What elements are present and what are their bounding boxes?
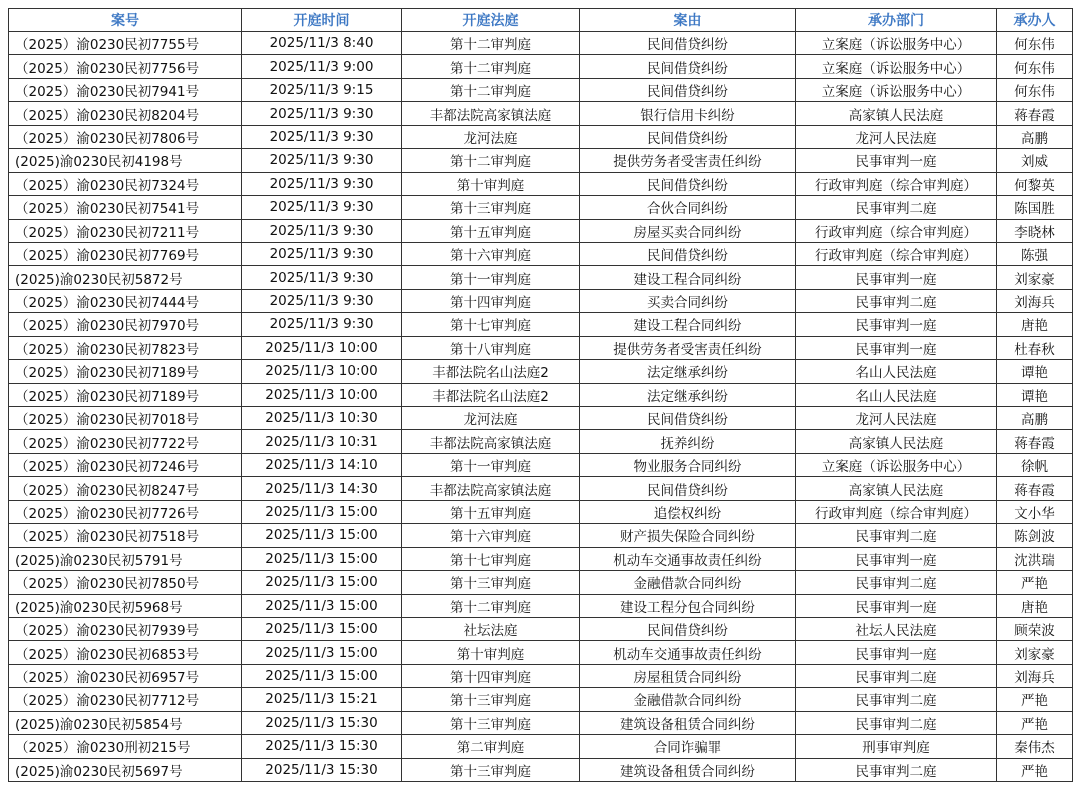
judge-cell: 何黎英: [997, 172, 1073, 195]
hearing-time-cell: 2025/11/3 15:00: [242, 571, 402, 594]
case-number-cell: （2025）渝0230民初7444号: [9, 289, 242, 312]
case-number-cell: （2025）渝0230民初7211号: [9, 219, 242, 242]
case-number-cell: （2025）渝0230民初7823号: [9, 336, 242, 359]
table-row: [9, 55, 1073, 78]
header-case-number: 案号: [9, 9, 242, 32]
department-cell: 民事审判二庭: [796, 758, 997, 781]
cause-cell: 建设工程合同纠纷: [580, 266, 796, 289]
hearing-time-cell: 2025/11/3 9:30: [242, 172, 402, 195]
cause-cell: 民间借贷纠纷: [580, 55, 796, 78]
department-cell: 民事审判一庭: [796, 641, 997, 664]
courtroom-cell: 龙河法庭: [402, 407, 580, 430]
hearing-time-cell: 2025/11/3 15:00: [242, 641, 402, 664]
hearing-time-cell: 2025/11/3 15:00: [242, 664, 402, 687]
department-cell: 民事审判二庭: [796, 571, 997, 594]
case-number-cell: （2025）渝0230民初6957号: [9, 664, 242, 687]
cause-cell: 提供劳务者受害责任纠纷: [580, 149, 796, 172]
hearing-time-cell: 2025/11/3 9:30: [242, 149, 402, 172]
cause-cell: 法定继承纠纷: [580, 383, 796, 406]
hearing-time-cell: 2025/11/3 15:30: [242, 711, 402, 734]
cause-cell: 建筑设备租赁合同纠纷: [580, 711, 796, 734]
judge-cell: 严艳: [997, 571, 1073, 594]
table-row: [9, 383, 1073, 406]
schedule-table-wrapper: [8, 8, 1073, 782]
case-number-cell: （2025）渝0230民初7806号: [9, 125, 242, 148]
department-cell: 社坛人民法庭: [796, 617, 997, 640]
hearing-time-cell: 2025/11/3 9:30: [242, 289, 402, 312]
table-row: [9, 735, 1073, 758]
courtroom-cell: 第十二审判庭: [402, 149, 580, 172]
table-row: [9, 617, 1073, 640]
cause-cell: 民间借贷纠纷: [580, 78, 796, 101]
case-number-cell: （2025）渝0230民初7941号: [9, 78, 242, 101]
cause-cell: 合伙合同纠纷: [580, 196, 796, 219]
case-number-cell: （2025）渝0230刑初215号: [9, 735, 242, 758]
courtroom-cell: 第十二审判庭: [402, 32, 580, 55]
hearing-schedule-table: [8, 8, 1073, 782]
judge-cell: 刘家豪: [997, 266, 1073, 289]
judge-cell: 刘海兵: [997, 289, 1073, 312]
table-row: [9, 196, 1073, 219]
cause-cell: 金融借款合同纠纷: [580, 688, 796, 711]
case-number-cell: (2025)渝0230民初5872号: [9, 266, 242, 289]
courtroom-cell: 第十二审判庭: [402, 594, 580, 617]
judge-cell: 刘威: [997, 149, 1073, 172]
department-cell: 民事审判二庭: [796, 711, 997, 734]
header-courtroom: 开庭法庭: [402, 9, 580, 32]
case-number-cell: （2025）渝0230民初7850号: [9, 571, 242, 594]
department-cell: 民事审判二庭: [796, 524, 997, 547]
judge-cell: 谭艳: [997, 383, 1073, 406]
courtroom-cell: 第十三审判庭: [402, 688, 580, 711]
cause-cell: 物业服务合同纠纷: [580, 453, 796, 476]
header-row: [9, 9, 1073, 32]
department-cell: 立案庭（诉讼服务中心）: [796, 78, 997, 101]
courtroom-cell: 丰都法院名山法庭2: [402, 383, 580, 406]
cause-cell: 合同诈骗罪: [580, 735, 796, 758]
header-cause-of-action: 案由: [580, 9, 796, 32]
hearing-time-cell: 2025/11/3 15:30: [242, 735, 402, 758]
department-cell: 行政审判庭（综合审判庭）: [796, 172, 997, 195]
table-row: [9, 571, 1073, 594]
cause-cell: 法定继承纠纷: [580, 360, 796, 383]
table-row: [9, 711, 1073, 734]
department-cell: 行政审判庭（综合审判庭）: [796, 219, 997, 242]
judge-cell: 唐艳: [997, 594, 1073, 617]
case-number-cell: (2025)渝0230民初5968号: [9, 594, 242, 617]
department-cell: 高家镇人民法庭: [796, 102, 997, 125]
cause-cell: 房屋租赁合同纠纷: [580, 664, 796, 687]
case-number-cell: (2025)渝0230民初5791号: [9, 547, 242, 570]
cause-cell: 民间借贷纠纷: [580, 477, 796, 500]
table-row: [9, 149, 1073, 172]
department-cell: 民事审判一庭: [796, 547, 997, 570]
hearing-time-cell: 2025/11/3 8:40: [242, 32, 402, 55]
hearing-time-cell: 2025/11/3 15:00: [242, 500, 402, 523]
judge-cell: 唐艳: [997, 313, 1073, 336]
cause-cell: 民间借贷纠纷: [580, 617, 796, 640]
table-row: [9, 78, 1073, 101]
table-row: [9, 407, 1073, 430]
case-number-cell: （2025）渝0230民初7189号: [9, 360, 242, 383]
department-cell: 民事审判一庭: [796, 594, 997, 617]
judge-cell: 陈强: [997, 242, 1073, 265]
department-cell: 龙河人民法庭: [796, 125, 997, 148]
case-number-cell: （2025）渝0230民初8247号: [9, 477, 242, 500]
hearing-time-cell: 2025/11/3 15:30: [242, 758, 402, 781]
header-department: 承办部门: [796, 9, 997, 32]
table-row: [9, 32, 1073, 55]
judge-cell: 李晓林: [997, 219, 1073, 242]
hearing-time-cell: 2025/11/3 9:30: [242, 196, 402, 219]
table-row: [9, 360, 1073, 383]
table-row: [9, 102, 1073, 125]
table-row: [9, 500, 1073, 523]
judge-cell: 沈洪瑞: [997, 547, 1073, 570]
cause-cell: 民间借贷纠纷: [580, 407, 796, 430]
judge-cell: 刘家豪: [997, 641, 1073, 664]
hearing-time-cell: 2025/11/3 9:30: [242, 219, 402, 242]
cause-cell: 房屋买卖合同纠纷: [580, 219, 796, 242]
judge-cell: 严艳: [997, 711, 1073, 734]
hearing-time-cell: 2025/11/3 9:30: [242, 102, 402, 125]
table-row: [9, 336, 1073, 359]
hearing-time-cell: 2025/11/3 15:21: [242, 688, 402, 711]
courtroom-cell: 第十三审判庭: [402, 758, 580, 781]
department-cell: 龙河人民法庭: [796, 407, 997, 430]
department-cell: 名山人民法庭: [796, 383, 997, 406]
department-cell: 立案庭（诉讼服务中心）: [796, 32, 997, 55]
department-cell: 行政审判庭（综合审判庭）: [796, 500, 997, 523]
judge-cell: 顾荣波: [997, 617, 1073, 640]
table-row: [9, 547, 1073, 570]
hearing-time-cell: 2025/11/3 9:00: [242, 55, 402, 78]
judge-cell: 何东伟: [997, 32, 1073, 55]
table-row: [9, 641, 1073, 664]
case-number-cell: （2025）渝0230民初8204号: [9, 102, 242, 125]
case-number-cell: （2025）渝0230民初7018号: [9, 407, 242, 430]
courtroom-cell: 社坛法庭: [402, 617, 580, 640]
cause-cell: 民间借贷纠纷: [580, 242, 796, 265]
department-cell: 民事审判一庭: [796, 149, 997, 172]
courtroom-cell: 第十五审判庭: [402, 219, 580, 242]
hearing-time-cell: 2025/11/3 9:30: [242, 242, 402, 265]
table-row: [9, 289, 1073, 312]
courtroom-cell: 第十八审判庭: [402, 336, 580, 359]
cause-cell: 民间借贷纠纷: [580, 125, 796, 148]
case-number-cell: （2025）渝0230民初7755号: [9, 32, 242, 55]
case-number-cell: （2025）渝0230民初7769号: [9, 242, 242, 265]
case-number-cell: （2025）渝0230民初7726号: [9, 500, 242, 523]
hearing-time-cell: 2025/11/3 9:30: [242, 125, 402, 148]
courtroom-cell: 第十三审判庭: [402, 196, 580, 219]
department-cell: 民事审判一庭: [796, 266, 997, 289]
department-cell: 行政审判庭（综合审判庭）: [796, 242, 997, 265]
table-row: [9, 313, 1073, 336]
table-row: [9, 172, 1073, 195]
case-number-cell: （2025）渝0230民初7246号: [9, 453, 242, 476]
table-row: [9, 266, 1073, 289]
department-cell: 立案庭（诉讼服务中心）: [796, 55, 997, 78]
judge-cell: 高鹏: [997, 125, 1073, 148]
case-number-cell: （2025）渝0230民初7722号: [9, 430, 242, 453]
hearing-time-cell: 2025/11/3 14:30: [242, 477, 402, 500]
table-body: [9, 32, 1073, 782]
table-row: [9, 477, 1073, 500]
cause-cell: 民间借贷纠纷: [580, 32, 796, 55]
courtroom-cell: 第十六审判庭: [402, 524, 580, 547]
judge-cell: 秦伟杰: [997, 735, 1073, 758]
judge-cell: 文小华: [997, 500, 1073, 523]
hearing-time-cell: 2025/11/3 15:00: [242, 617, 402, 640]
courtroom-cell: 第十七审判庭: [402, 547, 580, 570]
case-number-cell: （2025）渝0230民初7189号: [9, 383, 242, 406]
hearing-time-cell: 2025/11/3 15:00: [242, 547, 402, 570]
judge-cell: 蒋春霞: [997, 430, 1073, 453]
case-number-cell: （2025）渝0230民初6853号: [9, 641, 242, 664]
courtroom-cell: 第十一审判庭: [402, 453, 580, 476]
table-row: [9, 125, 1073, 148]
case-number-cell: (2025)渝0230民初5854号: [9, 711, 242, 734]
table-row: [9, 524, 1073, 547]
judge-cell: 陈国胜: [997, 196, 1073, 219]
case-number-cell: （2025）渝0230民初7324号: [9, 172, 242, 195]
judge-cell: 杜春秋: [997, 336, 1073, 359]
department-cell: 立案庭（诉讼服务中心）: [796, 453, 997, 476]
courtroom-cell: 丰都法院高家镇法庭: [402, 430, 580, 453]
courtroom-cell: 第十二审判庭: [402, 78, 580, 101]
cause-cell: 提供劳务者受害责任纠纷: [580, 336, 796, 359]
case-number-cell: (2025)渝0230民初4198号: [9, 149, 242, 172]
case-number-cell: (2025)渝0230民初5697号: [9, 758, 242, 781]
table-row: [9, 430, 1073, 453]
table-row: [9, 242, 1073, 265]
courtroom-cell: 第十二审判庭: [402, 55, 580, 78]
cause-cell: 建设工程分包合同纠纷: [580, 594, 796, 617]
cause-cell: 金融借款合同纠纷: [580, 571, 796, 594]
judge-cell: 何东伟: [997, 78, 1073, 101]
hearing-time-cell: 2025/11/3 10:00: [242, 383, 402, 406]
department-cell: 民事审判二庭: [796, 196, 997, 219]
department-cell: 高家镇人民法庭: [796, 477, 997, 500]
department-cell: 刑事审判庭: [796, 735, 997, 758]
table-row: [9, 594, 1073, 617]
table-row: [9, 758, 1073, 781]
courtroom-cell: 第十六审判庭: [402, 242, 580, 265]
cause-cell: 银行信用卡纠纷: [580, 102, 796, 125]
cause-cell: 买卖合同纠纷: [580, 289, 796, 312]
table-row: [9, 664, 1073, 687]
courtroom-cell: 丰都法院高家镇法庭: [402, 102, 580, 125]
case-number-cell: （2025）渝0230民初7541号: [9, 196, 242, 219]
hearing-time-cell: 2025/11/3 10:30: [242, 407, 402, 430]
case-number-cell: （2025）渝0230民初7939号: [9, 617, 242, 640]
cause-cell: 建筑设备租赁合同纠纷: [580, 758, 796, 781]
hearing-time-cell: 2025/11/3 14:10: [242, 453, 402, 476]
judge-cell: 何东伟: [997, 55, 1073, 78]
cause-cell: 机动车交通事故责任纠纷: [580, 641, 796, 664]
hearing-time-cell: 2025/11/3 9:30: [242, 266, 402, 289]
cause-cell: 追偿权纠纷: [580, 500, 796, 523]
department-cell: 高家镇人民法庭: [796, 430, 997, 453]
judge-cell: 陈剑波: [997, 524, 1073, 547]
courtroom-cell: 第十三审判庭: [402, 571, 580, 594]
courtroom-cell: 第十五审判庭: [402, 500, 580, 523]
courtroom-cell: 丰都法院高家镇法庭: [402, 477, 580, 500]
courtroom-cell: 第十审判庭: [402, 172, 580, 195]
hearing-time-cell: 2025/11/3 9:15: [242, 78, 402, 101]
courtroom-cell: 第十七审判庭: [402, 313, 580, 336]
courtroom-cell: 第十审判庭: [402, 641, 580, 664]
department-cell: 民事审判二庭: [796, 289, 997, 312]
hearing-time-cell: 2025/11/3 9:30: [242, 313, 402, 336]
judge-cell: 高鹏: [997, 407, 1073, 430]
department-cell: 民事审判一庭: [796, 313, 997, 336]
table-row: [9, 688, 1073, 711]
judge-cell: 谭艳: [997, 360, 1073, 383]
case-number-cell: （2025）渝0230民初7970号: [9, 313, 242, 336]
hearing-time-cell: 2025/11/3 15:00: [242, 524, 402, 547]
judge-cell: 蒋春霞: [997, 102, 1073, 125]
judge-cell: 蒋春霞: [997, 477, 1073, 500]
judge-cell: 严艳: [997, 688, 1073, 711]
courtroom-cell: 丰都法院名山法庭2: [402, 360, 580, 383]
judge-cell: 刘海兵: [997, 664, 1073, 687]
cause-cell: 民间借贷纠纷: [580, 172, 796, 195]
table-row: [9, 453, 1073, 476]
department-cell: 民事审判一庭: [796, 336, 997, 359]
hearing-time-cell: 2025/11/3 15:00: [242, 594, 402, 617]
header-hearing-time: 开庭时间: [242, 9, 402, 32]
cause-cell: 建设工程合同纠纷: [580, 313, 796, 336]
hearing-time-cell: 2025/11/3 10:00: [242, 336, 402, 359]
table-row: [9, 219, 1073, 242]
cause-cell: 机动车交通事故责任纠纷: [580, 547, 796, 570]
cause-cell: 财产损失保险合同纠纷: [580, 524, 796, 547]
courtroom-cell: 龙河法庭: [402, 125, 580, 148]
department-cell: 民事审判二庭: [796, 688, 997, 711]
hearing-time-cell: 2025/11/3 10:00: [242, 360, 402, 383]
judge-cell: 严艳: [997, 758, 1073, 781]
courtroom-cell: 第十四审判庭: [402, 289, 580, 312]
courtroom-cell: 第十三审判庭: [402, 711, 580, 734]
judge-cell: 徐帆: [997, 453, 1073, 476]
department-cell: 名山人民法庭: [796, 360, 997, 383]
courtroom-cell: 第十一审判庭: [402, 266, 580, 289]
courtroom-cell: 第十四审判庭: [402, 664, 580, 687]
hearing-time-cell: 2025/11/3 10:31: [242, 430, 402, 453]
case-number-cell: （2025）渝0230民初7712号: [9, 688, 242, 711]
courtroom-cell: 第二审判庭: [402, 735, 580, 758]
department-cell: 民事审判二庭: [796, 664, 997, 687]
cause-cell: 抚养纠纷: [580, 430, 796, 453]
case-number-cell: （2025）渝0230民初7518号: [9, 524, 242, 547]
header-judge: 承办人: [997, 9, 1073, 32]
case-number-cell: （2025）渝0230民初7756号: [9, 55, 242, 78]
